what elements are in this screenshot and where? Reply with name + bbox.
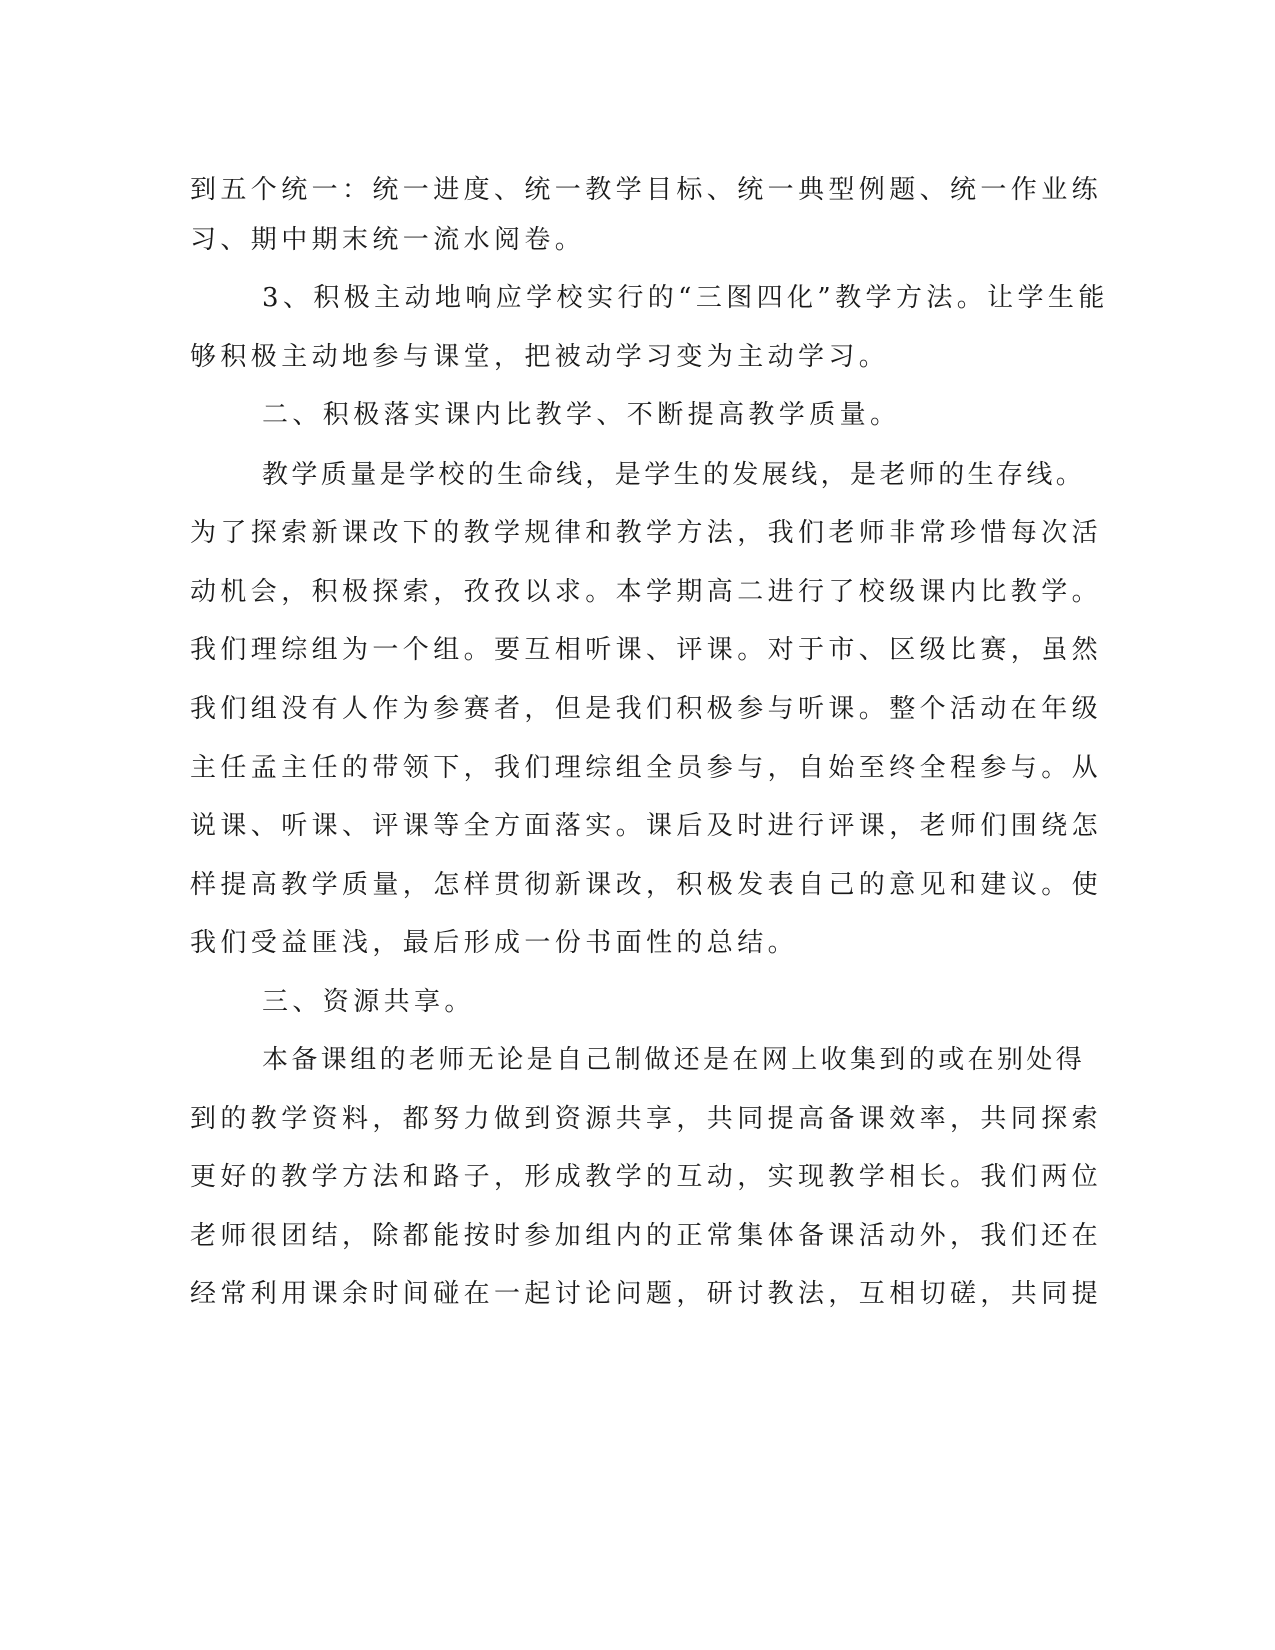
text-line: 动机会，积极探索，孜孜以求。本学期高二进行了校级课内比教学。 — [190, 577, 1103, 607]
text-line: 主任孟主任的带领下，我们理综组全员参与，自始至终全程参与。从 — [190, 753, 1103, 783]
text-line: 我们组没有人作为参赛者，但是我们积极参与听课。整个活动在年级 — [190, 694, 1103, 724]
text-line: 更好的教学方法和路子，形成教学的互动，实现教学相长。我们两位 — [190, 1162, 1103, 1192]
text-line: 为了探索新课改下的教学规律和教学方法，我们老师非常珍惜每次活 — [190, 518, 1103, 548]
text-line: 老师很团结，除都能按时参加组内的正常集体备课活动外，我们还在 — [190, 1221, 1103, 1251]
text-line: 我们受益匪浅，最后形成一份书面性的总结。 — [190, 928, 799, 958]
text-line: 教学质量是学校的生命线，是学生的发展线，是老师的生存线。 — [262, 460, 1086, 490]
section-heading: 三、资源共享。 — [262, 987, 475, 1017]
text-line: 3、积极主动地响应学校实行的“三图四化”教学方法。让学生能 — [262, 283, 1109, 313]
text-line: 我们理综组为一个组。要互相听课、评课。对于市、区级比赛，虽然 — [190, 635, 1103, 665]
text-line: 到五个统一：统一进度、统一教学目标、统一典型例题、统一作业练 — [190, 175, 1103, 205]
text-line: 够积极主动地参与课堂，把被动学习变为主动学习。 — [190, 342, 890, 372]
text-line: 习、期中期末统一流水阅卷。 — [190, 225, 586, 255]
text-line: 经常利用课余时间碰在一起讨论问题，研讨教法，互相切磋，共同提 — [190, 1279, 1103, 1309]
section-heading: 二、积极落实课内比教学、不断提高教学质量。 — [262, 400, 901, 430]
text-line: 说课、听课、评课等全方面落实。课后及时进行评课，老师们围绕怎 — [190, 811, 1103, 841]
text-line: 样提高教学质量，怎样贯彻新课改，积极发表自己的意见和建议。使 — [190, 870, 1103, 900]
text-line: 到的教学资料，都努力做到资源共享，共同提高备课效率，共同探索 — [190, 1104, 1103, 1134]
text-line: 本备课组的老师无论是自己制做还是在网上收集到的或在别处得 — [262, 1045, 1086, 1075]
